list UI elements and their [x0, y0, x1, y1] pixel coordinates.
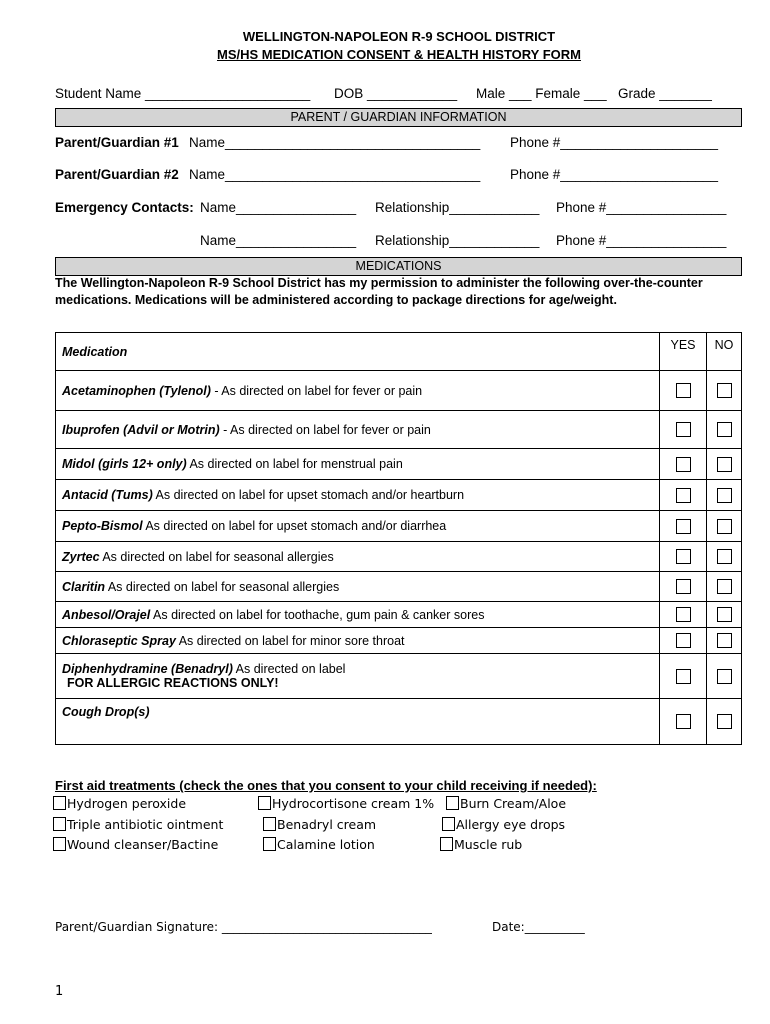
- yes-checkbox[interactable]: [676, 579, 691, 594]
- medication-name: Acetaminophen (Tylenol): [62, 383, 211, 398]
- yes-checkbox[interactable]: [676, 549, 691, 564]
- medication-description: As directed on label: [232, 662, 346, 676]
- medication-cell: [56, 411, 660, 449]
- page-number: 1: [55, 984, 64, 999]
- checkbox[interactable]: [263, 817, 276, 831]
- medication-cell: [56, 699, 660, 745]
- first-aid-option[interactable]: Triple antibiotic ointment: [53, 817, 223, 832]
- no-checkbox[interactable]: [717, 519, 732, 534]
- medication-note: FOR ALLERGIC REACTIONS ONLY!: [67, 676, 279, 690]
- checkbox[interactable]: [53, 796, 66, 810]
- medication-description: As directed on label for minor sore throat: [175, 633, 405, 648]
- checkbox[interactable]: [440, 837, 453, 851]
- medication-name: Midol (girls 12+ only): [62, 457, 187, 471]
- grade-field[interactable]: Grade _______: [618, 86, 712, 101]
- table-row: [56, 511, 742, 542]
- no-checkbox[interactable]: [717, 607, 732, 622]
- medication-description: As directed on label for menstrual pain: [186, 457, 403, 471]
- checkbox[interactable]: [258, 796, 271, 810]
- yes-checkbox[interactable]: [676, 714, 691, 729]
- emergency-contacts-label: Emergency Contacts:: [55, 200, 194, 215]
- yes-checkbox[interactable]: [676, 457, 691, 472]
- emergency2-relationship-field[interactable]: Relationship____________: [375, 233, 540, 248]
- table-row: [56, 542, 742, 572]
- first-aid-option[interactable]: Muscle rub: [440, 837, 522, 852]
- checkbox[interactable]: [53, 837, 66, 851]
- medication-description: As directed on label for seasonal allergies: [99, 549, 334, 564]
- medication-name: Zyrtec: [62, 549, 100, 564]
- guardian2-name-field[interactable]: Name__________________________________: [189, 167, 481, 182]
- emergency1-name-field[interactable]: Name________________: [200, 200, 357, 215]
- yes-checkbox[interactable]: [676, 422, 691, 437]
- medication-description: As directed on label for seasonal allergies: [105, 579, 340, 594]
- no-checkbox[interactable]: [717, 422, 732, 437]
- table-row: [56, 371, 742, 411]
- medication-cell: [56, 654, 660, 699]
- first-aid-option[interactable]: Calamine lotion: [263, 837, 375, 852]
- emergency2-phone-field[interactable]: Phone #________________: [556, 233, 727, 248]
- first-aid-option[interactable]: Wound cleanser/Bactine: [53, 837, 218, 852]
- guardian2-phone-field[interactable]: Phone #_____________________: [510, 167, 718, 182]
- no-checkbox[interactable]: [717, 714, 732, 729]
- medication-description: As directed on label for upset stomach and/or diarrhea: [142, 519, 447, 533]
- table-row: [56, 699, 742, 745]
- no-checkbox[interactable]: [717, 549, 732, 564]
- yes-checkbox[interactable]: [676, 383, 691, 398]
- yes-column-header: YES: [660, 333, 707, 371]
- checkbox[interactable]: [263, 837, 276, 851]
- medication-cell: [56, 542, 660, 572]
- medication-cell: [56, 572, 660, 602]
- medication-description: - As directed on label for fever or pain: [210, 383, 423, 398]
- medication-name: Cough Drop(s): [62, 705, 150, 719]
- no-checkbox[interactable]: [717, 669, 732, 684]
- guardian1-label: Parent/Guardian #1: [55, 135, 179, 150]
- table-row: [56, 602, 742, 628]
- medication-cell: [56, 449, 660, 480]
- medication-name: Pepto-Bismol: [62, 519, 143, 533]
- guardian1-phone-field[interactable]: Phone #_____________________: [510, 135, 718, 150]
- medications-section-header: MEDICATIONS: [55, 257, 742, 276]
- medication-cell: [56, 371, 660, 411]
- checkbox[interactable]: [446, 796, 459, 810]
- table-row: [56, 411, 742, 449]
- medication-column-header: Medication: [56, 333, 660, 371]
- signature-field[interactable]: Parent/Guardian Signature: ___________________________________: [55, 920, 432, 934]
- table-row: [56, 654, 742, 699]
- medication-cell: [56, 628, 660, 654]
- yes-checkbox[interactable]: [676, 633, 691, 648]
- medication-name: Diphenhydramine (Benadryl): [62, 662, 233, 676]
- medication-description: As directed on label for upset stomach and/or heartburn: [152, 488, 465, 502]
- medication-cell: [56, 602, 660, 628]
- first-aid-option[interactable]: Benadryl cream: [263, 817, 376, 832]
- no-column-header: NO: [707, 333, 742, 371]
- yes-checkbox[interactable]: [676, 669, 691, 684]
- guardian2-label: Parent/Guardian #2: [55, 167, 179, 182]
- district-title: WELLINGTON-NAPOLEON R-9 SCHOOL DISTRICT: [242, 29, 556, 44]
- first-aid-option[interactable]: Burn Cream/Aloe: [446, 796, 566, 811]
- yes-checkbox[interactable]: [676, 488, 691, 503]
- medication-description: As directed on label for toothache, gum pain & canker sores: [150, 607, 485, 622]
- medication-name: Antacid (Tums): [62, 488, 153, 502]
- yes-checkbox[interactable]: [676, 519, 691, 534]
- no-checkbox[interactable]: [717, 579, 732, 594]
- emergency1-relationship-field[interactable]: Relationship____________: [375, 200, 540, 215]
- checkbox[interactable]: [442, 817, 455, 831]
- medication-name: Anbesol/Orajel: [62, 607, 151, 622]
- no-checkbox[interactable]: [717, 457, 732, 472]
- yes-checkbox[interactable]: [676, 607, 691, 622]
- first-aid-option[interactable]: Hydrocortisone cream 1%: [258, 796, 434, 811]
- table-row: [56, 449, 742, 480]
- no-checkbox[interactable]: [717, 633, 732, 648]
- medication-description: - As directed on label for fever or pain: [219, 422, 431, 437]
- emergency1-phone-field[interactable]: Phone #________________: [556, 200, 727, 215]
- student-name-field[interactable]: Student Name ______________________: [55, 86, 311, 101]
- parent-section-header: PARENT / GUARDIAN INFORMATION: [55, 108, 742, 127]
- medication-name: Chloraseptic Spray: [62, 633, 176, 648]
- checkbox[interactable]: [53, 817, 66, 831]
- guardian1-name-field[interactable]: Name__________________________________: [189, 135, 481, 150]
- emergency2-name-field[interactable]: Name________________: [200, 233, 357, 248]
- medication-name: Ibuprofen (Advil or Motrin): [62, 422, 220, 437]
- no-checkbox[interactable]: [717, 383, 732, 398]
- permission-statement: The Wellington-Napoleon R-9 School District has my permission to administer the following over-the-counter medications. Medications will be administered according to package directions for age/weight.: [55, 276, 703, 307]
- medication-name: Claritin: [62, 579, 106, 594]
- table-row: [56, 628, 742, 654]
- medication-cell: [56, 511, 660, 542]
- form-title: MS/HS MEDICATION CONSENT & HEALTH HISTORY FORM: [216, 47, 581, 62]
- medication-cell: [56, 480, 660, 511]
- table-row: [56, 480, 742, 511]
- table-header-row: [56, 333, 742, 371]
- first-aid-heading: First aid treatments (check the ones that you consent to your child receiving if needed):: [55, 778, 597, 793]
- no-checkbox[interactable]: [717, 488, 732, 503]
- sex-field[interactable]: Male ___ Female ___: [476, 86, 607, 101]
- dob-field[interactable]: DOB ____________: [334, 86, 458, 101]
- date-field[interactable]: Date:__________: [492, 920, 585, 934]
- table-row: [56, 572, 742, 602]
- medication-table: [55, 332, 742, 745]
- first-aid-option[interactable]: Allergy eye drops: [442, 817, 565, 832]
- first-aid-option[interactable]: Hydrogen peroxide: [53, 796, 186, 811]
